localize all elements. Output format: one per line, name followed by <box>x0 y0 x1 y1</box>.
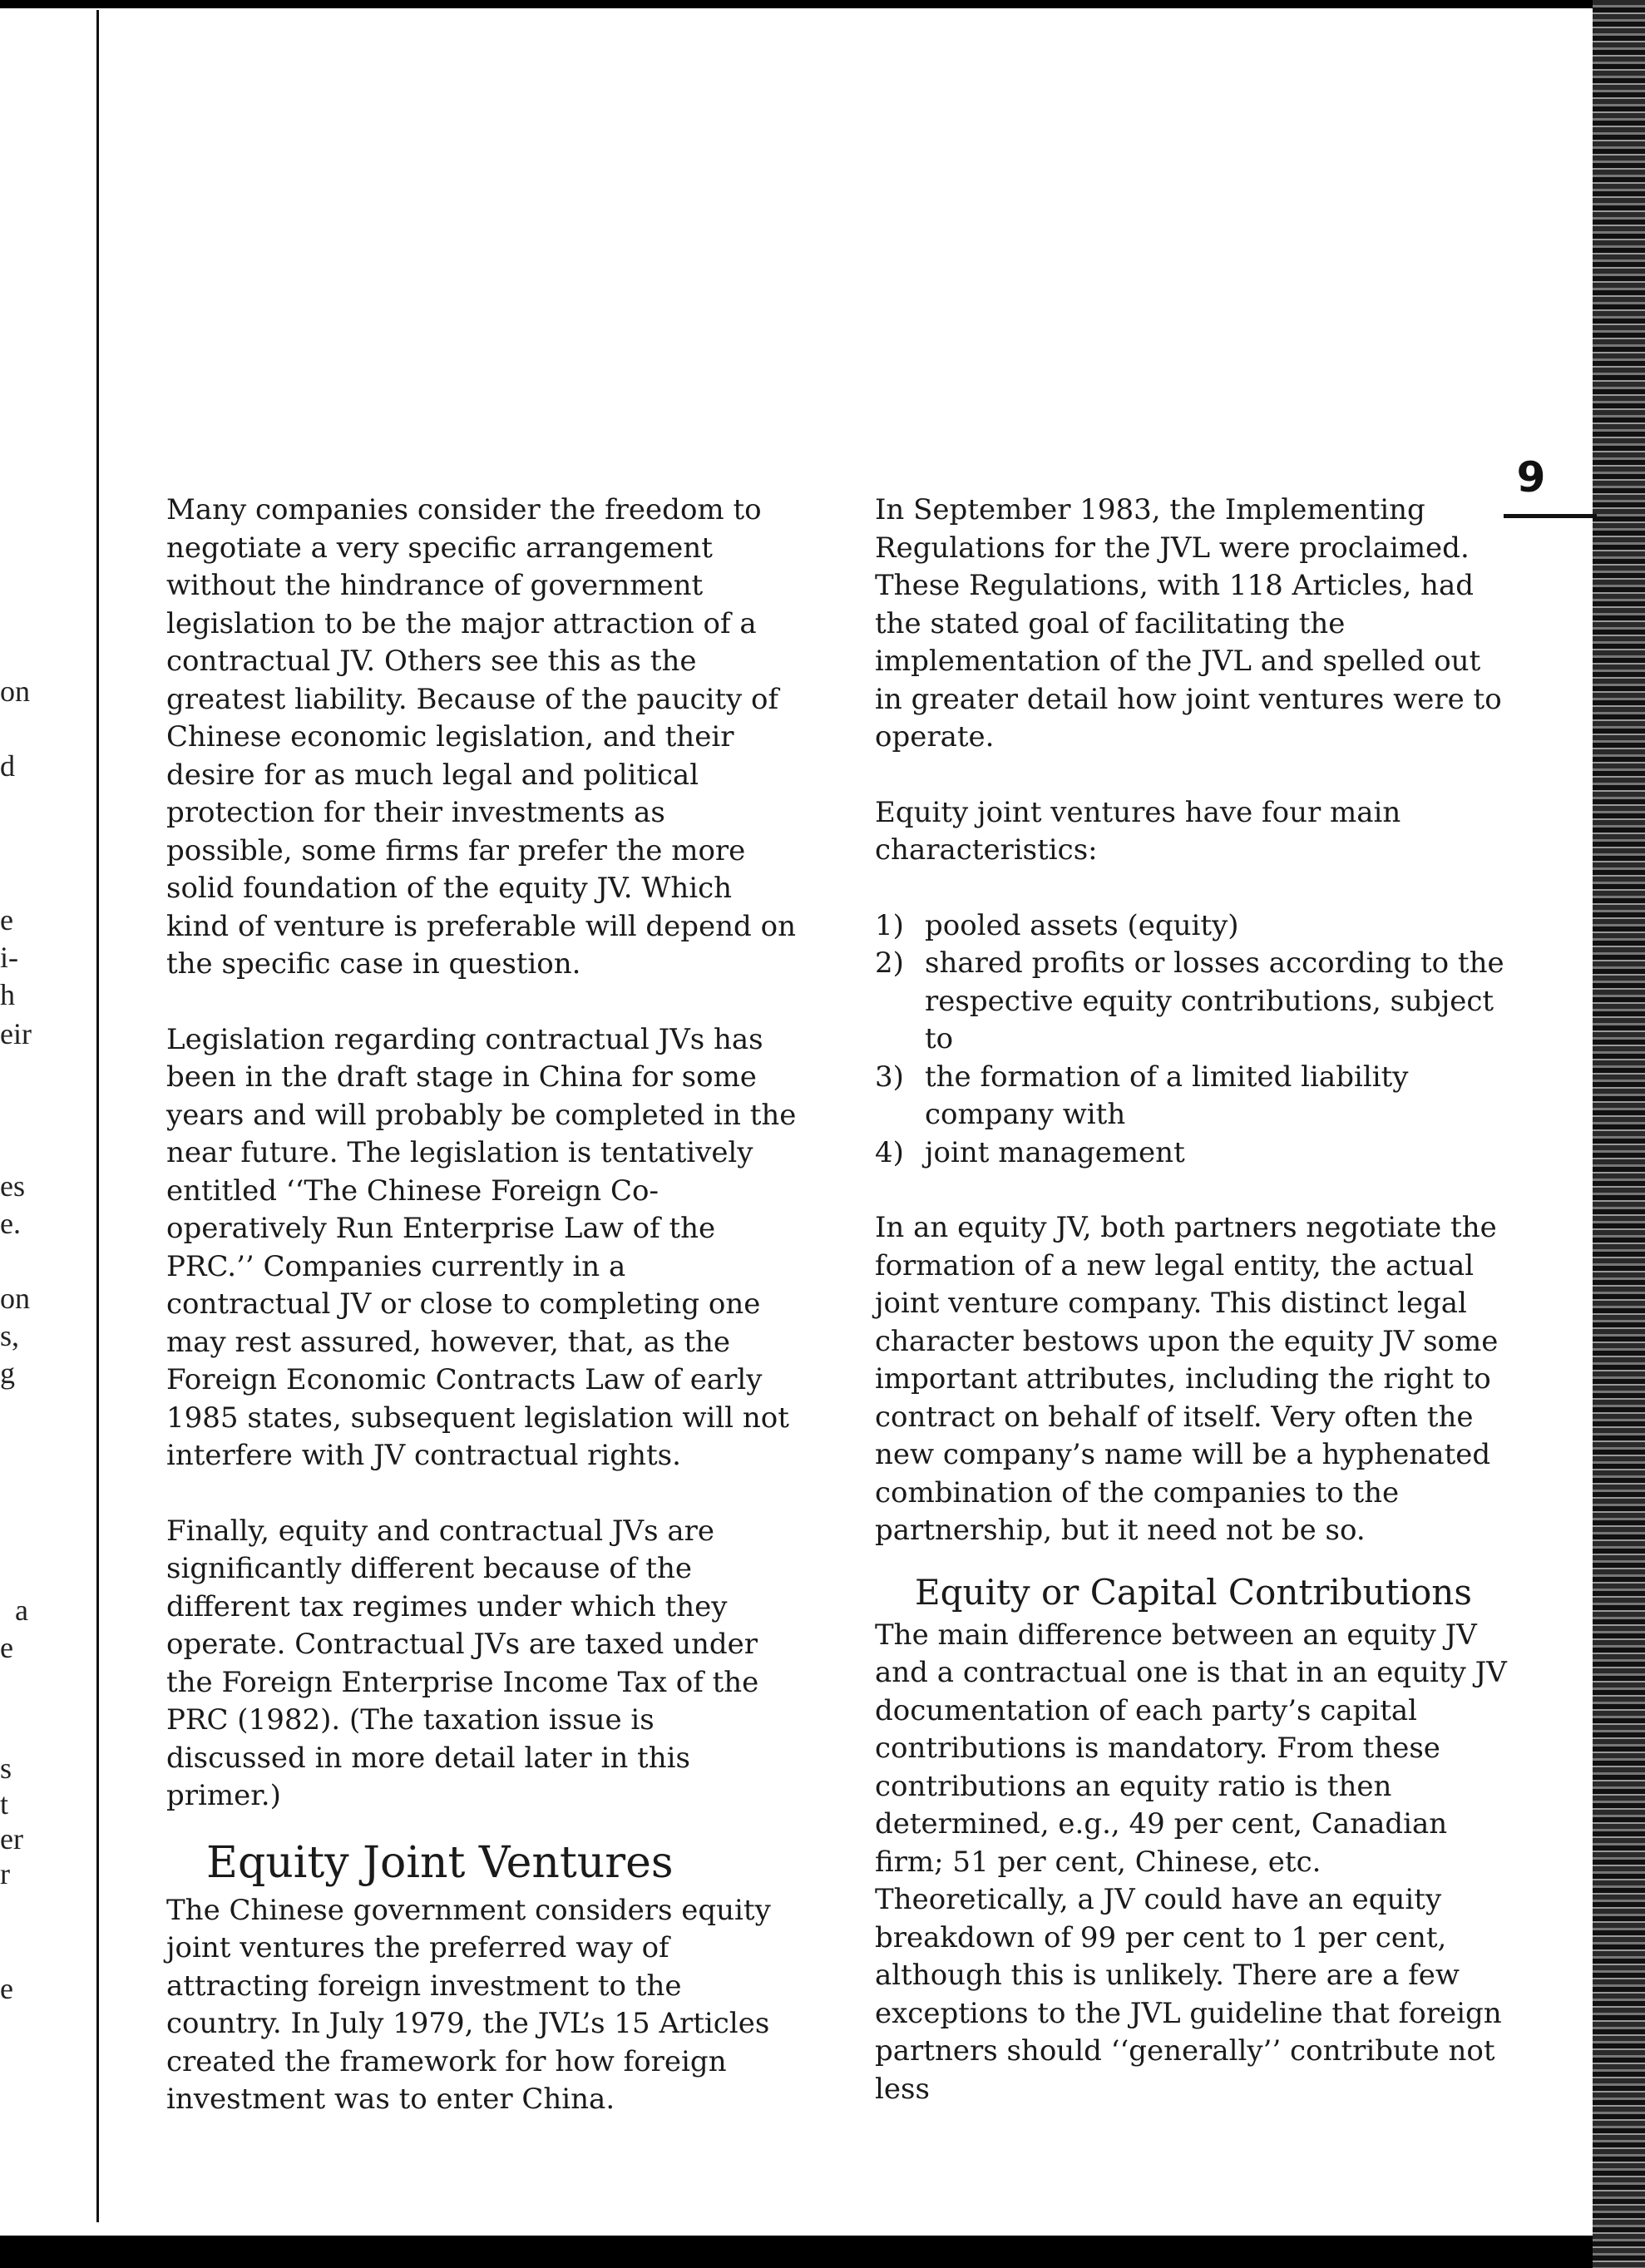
prev-page-fragment: s, <box>0 1319 20 1352</box>
prev-page-fragment: on <box>0 674 30 708</box>
list-item <box>875 1059 1507 1134</box>
prev-page-fragment: er <box>0 1822 23 1855</box>
list-item <box>875 1134 1507 1173</box>
paragraph: The main difference between an equity JV and a contractual one is that in an equity JV documentation of each party’s capital contributions is mandatory. From these contributions an equity ratio is then determined, e.g., 49 per cent, Canadian firm; 51 per cent, Chinese, etc. Theoretically, a JV could have an equity breakdown of 99 per cent to 1 per cent, although this is unlikely. There are a few exceptions to the JVL guideline that foreign partners should ‘‘generally’’ contribute not less <box>875 1618 1507 2106</box>
prev-page-fragment: es <box>0 1169 25 1203</box>
list-item-number: 1) <box>875 908 904 942</box>
paragraph: In an equity JV, both partners negotiate the formation of a new legal entity, the actual joint venture company. This distinct legal character bestows upon the equity JV some important attributes, including the right to contract on behalf of itself. Very often the new company’s name will be a hyphenated combination of the companies to the partnership, but it need not be so. <box>875 1211 1499 1547</box>
characteristics-list <box>875 907 1507 1173</box>
section-heading-equity-joint-ventures: Equity Joint Ventures <box>206 1837 674 1888</box>
prev-page-fragment: e <box>0 1631 13 1664</box>
list-item-number: 4) <box>875 1135 904 1169</box>
list-item-number: 2) <box>875 946 904 980</box>
list-intro: Equity joint ventures have four main characteristics: <box>875 795 1401 867</box>
list-item-text: pooled assets (equity) <box>925 908 1239 942</box>
paragraph: The Chinese government considers equity joint ventures the preferred way of attracting foreign investment to the country. In July 1979, the JVL’s 15 Articles created the framework for how foreign investment was to enter China. <box>166 1893 771 2116</box>
prev-page-fragment: s <box>0 1752 12 1785</box>
prev-page-fragment: h <box>0 978 15 1011</box>
previous-page-fragments <box>0 0 91 2268</box>
paragraph: Finally, equity and contractual JVs are significantly different because of the different tax regimes under which they operate. Contractual JVs are taxed under the Foreign Enterprise Income Tax of the PRC (1982). (The taxation issue is discussed in more detail later in this primer.) <box>166 1514 759 1812</box>
prev-page-fragment: g <box>0 1356 15 1390</box>
section-heading-equity-or-capital-contributions: Equity or Capital Contributions <box>915 1571 1472 1613</box>
paragraph: In September 1983, the Implementing Regulations for the JVL were proclaimed. These Regulations, with 118 Articles, had the stated goal of facilitating the implementation of the JVL and spelled out in greater detail how joint ventures were to operate. <box>875 493 1502 754</box>
list-item-text: joint management <box>925 1135 1185 1169</box>
page-number-rule <box>1504 514 1597 518</box>
list-item-text: shared profits or losses according to the respective equity contributions, subject to <box>925 946 1504 1055</box>
list-item <box>875 945 1507 1059</box>
scan-bottom-edge <box>0 2236 1645 2268</box>
list-item-text: the formation of a limited liability company with <box>925 1060 1409 1131</box>
prev-page-fragment: d <box>0 749 15 783</box>
list-item-number: 3) <box>875 1060 904 1094</box>
prev-page-fragment: i- <box>0 941 18 974</box>
paragraph: Many companies consider the freedom to negotiate a very specific arrangement without the hindrance of government legislation to be the major attraction of a contractual JV. Others see this as the greatest liability. Because of the paucity of Chinese economic legislation, and their desire for as much legal and political protection for their investments as possible, some firms far prefer the more solid foundation of the equity JV. Which kind of venture is preferable will depend on the specific case in question. <box>166 493 796 981</box>
prev-page-fragment: r <box>0 1857 10 1890</box>
paragraph: Legislation regarding contractual JVs has been in the draft stage in China for some years and will probably be completed in the near future. The legislation is tentatively entitled ‘‘The Chinese Foreign Co-operatively Run Enterprise Law of the PRC.’’ Companies currently in a contractual JV or close to completing one may rest assured, however, that, as the Foreign Economic Contracts Law of early 1985 states, subsequent legislation will not interfere with JV contractual rights. <box>166 1022 797 1472</box>
prev-page-fragment: on <box>0 1282 30 1315</box>
scan-right-edge <box>1593 0 1645 2268</box>
left-column <box>166 492 798 2157</box>
prev-page-fragment: e <box>0 1972 13 2005</box>
binding-gutter-line <box>96 10 99 2222</box>
page-number: 9 <box>1516 453 1546 502</box>
prev-page-fragment: eir <box>0 1017 32 1050</box>
list-item <box>875 907 1507 946</box>
prev-page-fragment: a <box>15 1594 28 1627</box>
prev-page-fragment: e <box>0 903 13 936</box>
right-column <box>875 492 1507 2146</box>
prev-page-fragment: t <box>0 1787 9 1821</box>
prev-page-fragment: e. <box>0 1207 21 1240</box>
scan-top-edge <box>0 0 1645 8</box>
